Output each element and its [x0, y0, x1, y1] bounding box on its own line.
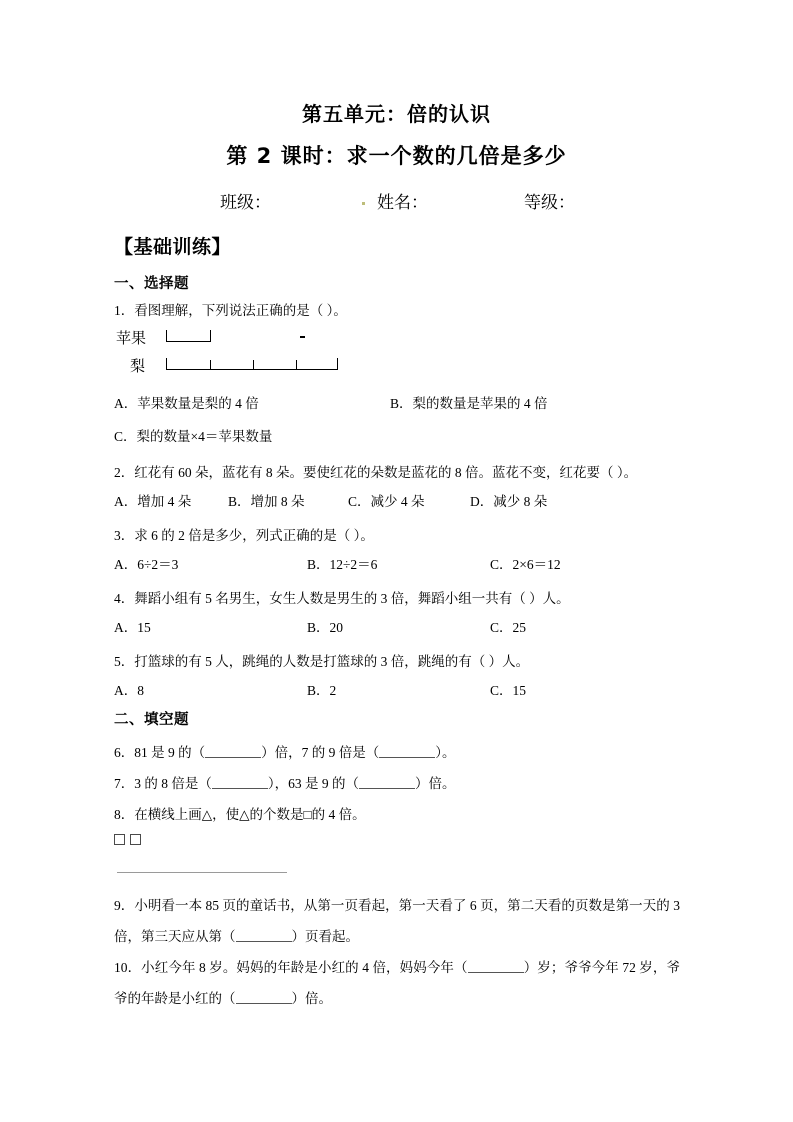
question-2-stem: 2．红花有 60 朵，蓝花有 8 朵。要使红花的朵数是蓝花的 8 倍。蓝花不变，红花要（ ）。 — [114, 465, 638, 480]
name-label: 姓名： — [377, 193, 428, 212]
lesson-title: 第 2 课时：求一个数的几倍是多少 — [226, 144, 567, 168]
diagram-label-apple: 苹果 — [116, 331, 147, 347]
question-5-option-b[interactable]: B．2 — [307, 683, 337, 698]
question-1-stem: 1．看图理解，下列说法正确的是（ ）。 — [114, 303, 347, 318]
question-1-option-a[interactable]: A．苹果数量是梨的 4 倍 — [114, 396, 259, 411]
question-6-part3: ）。 — [435, 745, 456, 760]
question-6-blank-2[interactable] — [379, 744, 435, 758]
page-title: 第五单元：倍的认识 — [302, 102, 491, 126]
question-7-part2: ），63 是 9 的（ — [267, 776, 359, 791]
question-7-part1: 7．3 的 8 倍是（ — [114, 776, 212, 791]
scan-artifact-dot — [362, 202, 365, 205]
question-6-blank-1[interactable] — [205, 744, 261, 758]
question-8-answer-line[interactable] — [117, 872, 287, 873]
question-4-option-c[interactable]: C．25 — [490, 620, 527, 635]
question-2-option-a[interactable]: A．增加 4 朵 — [114, 494, 192, 509]
diagram-label-pear: 梨 — [130, 359, 146, 375]
question-1-option-c[interactable]: C．梨的数量×4＝苹果数量 — [114, 429, 273, 444]
question-6-part1: 6．81 是 9 的（ — [114, 745, 206, 760]
class-label: 班级： — [220, 193, 271, 212]
question-10-part2: ）岁；爷爷今年 72 岁，爷爷的年龄是小红的（ — [114, 960, 680, 1006]
question-4-option-b[interactable]: B．20 — [307, 620, 344, 635]
question-7-blank-1[interactable] — [212, 775, 268, 789]
question-5-stem: 5．打篮球的有 5 人，跳绳的人数是打篮球的 3 倍，跳绳的有（ ）人。 — [114, 654, 530, 669]
bar-diagram-apple-pear — [0, 325, 400, 383]
square-shape — [114, 834, 125, 845]
question-3-stem: 3．求 6 的 2 倍是多少，列式正确的是（ ）。 — [114, 528, 374, 543]
question-4-option-a[interactable]: A．15 — [114, 620, 151, 635]
question-7-blank-2[interactable] — [359, 775, 415, 789]
question-5-option-a[interactable]: A．8 — [114, 683, 144, 698]
question-2-option-b[interactable]: B．增加 8 朵 — [228, 494, 305, 509]
question-3-option-b[interactable]: B．12÷2＝6 — [307, 557, 378, 572]
question-4-stem: 4．舞蹈小组有 5 名男生，女生人数是男生的 3 倍，舞蹈小组一共有（ ）人。 — [114, 591, 570, 606]
square-shape — [130, 834, 141, 845]
question-10-part1: 10．小红今年 8 岁。妈妈的年龄是小红的 4 倍，妈妈今年（ — [114, 960, 468, 975]
question-10-part3: ）倍。 — [291, 991, 332, 1006]
question-10 — [114, 952, 680, 1014]
question-1-option-b[interactable]: B．梨的数量是苹果的 4 倍 — [390, 396, 548, 411]
question-6 — [114, 738, 456, 768]
choice-section-heading: 一、选择题 — [114, 276, 189, 292]
question-5-option-c[interactable]: C．15 — [490, 683, 527, 698]
question-3-option-c[interactable]: C．2×6＝12 — [490, 557, 561, 572]
fill-section-heading: 二、填空题 — [114, 712, 189, 728]
question-7-part3: ）倍。 — [415, 776, 456, 791]
question-6-part2: ）倍，7 的 9 倍是（ — [261, 745, 380, 760]
student-info-row — [0, 188, 793, 212]
question-9-part1: 9．小明看一本 85 页的童话书，从第一页看起，第一天看了 6 页，第二天看的页数是第一天的 3 倍，第三天应从第（ — [114, 898, 680, 944]
question-8-squares — [114, 832, 146, 850]
pear-bar — [166, 358, 338, 370]
question-10-blank-1[interactable] — [468, 959, 524, 973]
question-3-option-a[interactable]: A．6÷2＝3 — [114, 557, 179, 572]
apple-bar — [166, 330, 211, 342]
question-8-stem: 8．在横线上画△，使△的个数是□的 4 倍。 — [114, 807, 366, 822]
question-7 — [114, 769, 456, 799]
diagram-artifact-mark — [300, 336, 305, 338]
question-9-blank-1[interactable] — [236, 928, 292, 942]
question-10-blank-2[interactable] — [236, 990, 292, 1004]
question-9 — [114, 890, 680, 952]
question-2-option-d[interactable]: D．减少 8 朵 — [470, 494, 548, 509]
question-2-option-c[interactable]: C．减少 4 朵 — [348, 494, 425, 509]
basic-training-heading: 【基础训练】 — [114, 236, 232, 258]
question-9-part2: ）页看起。 — [291, 929, 359, 944]
grade-label: 等级： — [524, 193, 575, 212]
